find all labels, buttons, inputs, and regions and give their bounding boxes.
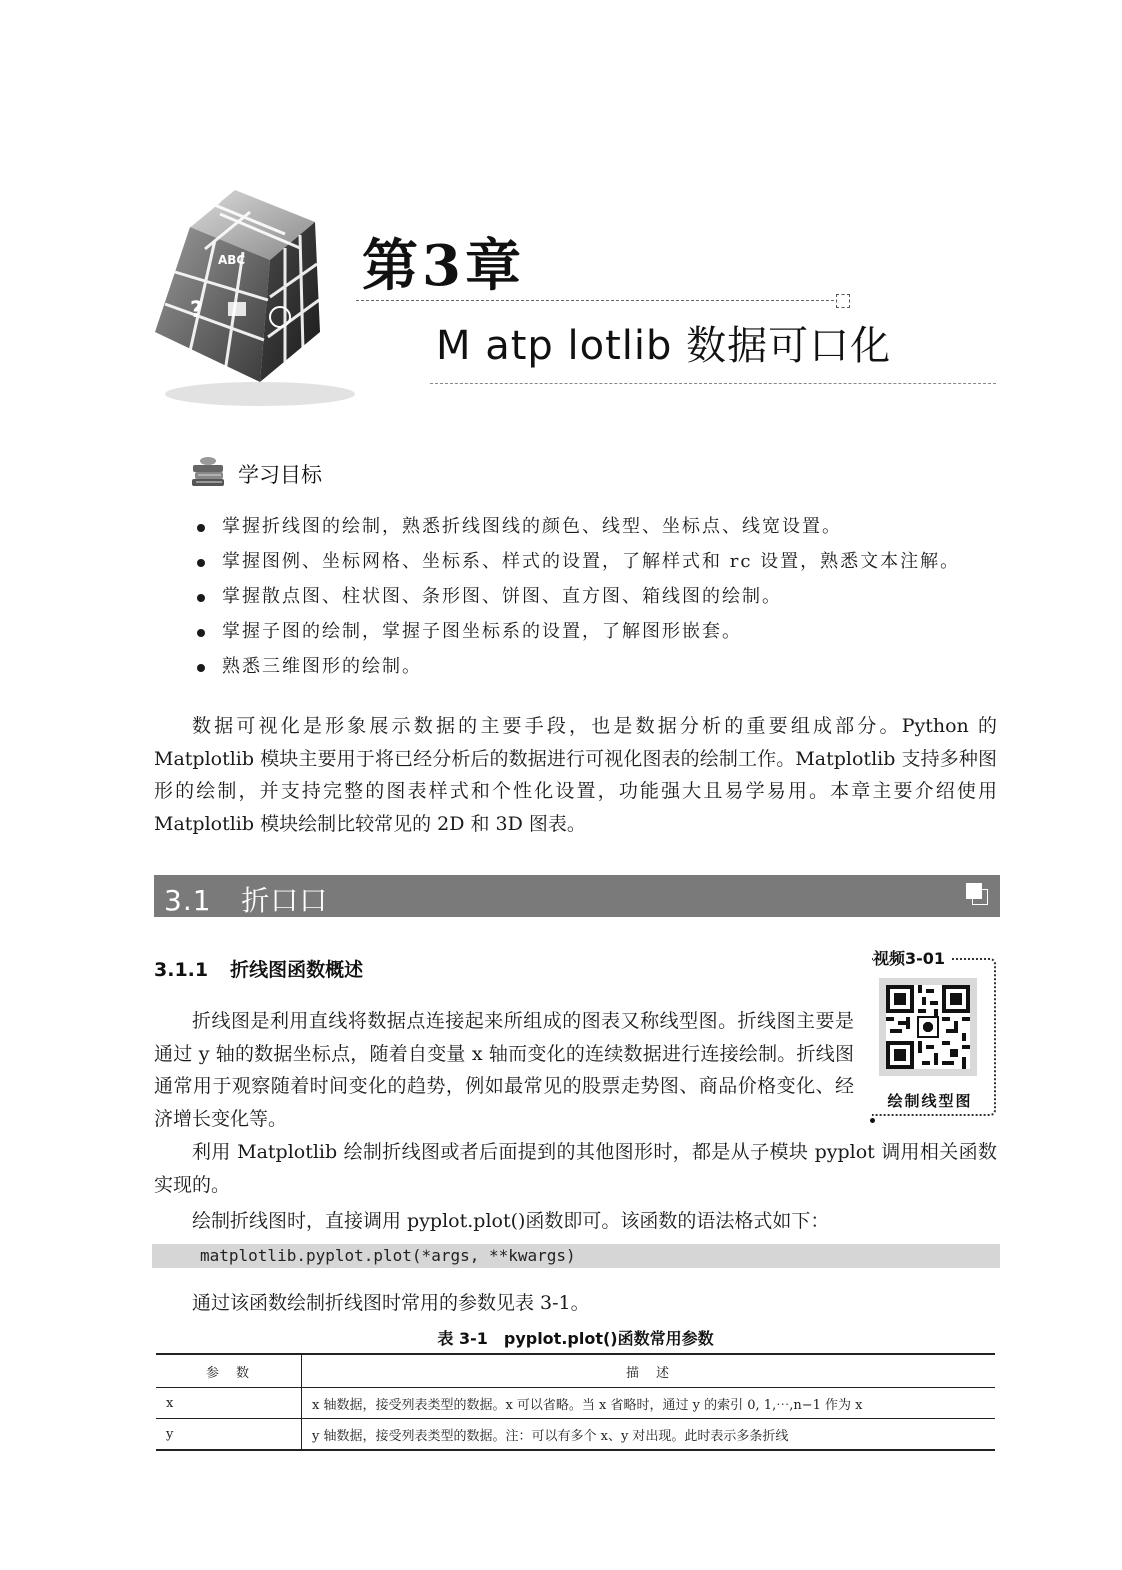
table-header-row: [156, 1354, 995, 1388]
objective-item: 掌握图例、坐标网格、坐标系、样式的设置，了解样式和 rc 设置，熟悉文本注解。: [194, 547, 1004, 582]
objective-item: 掌握散点图、柱状图、条形图、饼图、直方图、箱线图的绘制。: [194, 582, 1004, 617]
parameters-table: [156, 1353, 995, 1451]
section-number: 3.1: [164, 884, 212, 917]
intro-paragraph: 数据可视化是形象展示数据的主要手段，也是数据分析的重要组成部分。Python 的 Matplotlib 模块主要用于将已经分析后的数据进行可视化图表的绘制工作。Matplotlib 支持多种图形的绘制，并支持完整的图表样式和个性化设置，功能强大且易学易用。本章主要介绍使用 Matplotlib 模块绘制比较常见的 2D 和 3D 图表。: [154, 715, 997, 835]
svg-text:?: ?: [190, 298, 203, 323]
section-header-bar: [154, 875, 1000, 917]
chapter-divider-bottom: [430, 383, 996, 384]
qr-code-icon: [886, 985, 970, 1069]
paragraph-line-chart-definition: 折线图是利用直线将数据点连接起来所组成的图表又称线型图。折线图主要是通过 y 轴的数据坐标点，随着自变量 x 轴而变化的连续数据进行连接绘制。折线图通常用于观察随着时间变化的趋势，例如最常见的股票走势图、商品价格变化、经济增长变化等。: [154, 1010, 854, 1130]
table-caption-number: 表 3-1: [437, 1329, 488, 1348]
paragraph-table-reference: 通过该函数绘制折线图时常用的参数见表 3-1。: [192, 1292, 590, 1314]
objective-item: 熟悉三维图形的绘制。: [194, 652, 1004, 687]
video-frame-dot: [870, 1118, 875, 1123]
objective-item: 掌握折线图的绘制，熟悉折线图线的颜色、线型、坐标点、线宽设置。: [194, 512, 1004, 547]
subsection-title: 折线图函数概述: [230, 959, 364, 981]
table-caption-title: pyplot.plot()函数常用参数: [503, 1329, 714, 1348]
paragraph-pyplot-module: 利用 Matplotlib 绘制折线图或者后面提到的其他图形时，都是从子模块 pyplot 调用相关函数实现的。: [154, 1141, 997, 1196]
table-header-desc: 描 述: [302, 1354, 996, 1388]
table-row: [156, 1419, 995, 1451]
chapter-divider-top: [356, 300, 834, 301]
section-title: 折口口: [241, 884, 329, 917]
table-cell-param: x: [156, 1388, 302, 1419]
objectives-list: [194, 512, 1004, 687]
subsection-heading: [154, 955, 363, 982]
section-heading: [164, 879, 328, 919]
rubiks-cube-illustration: [140, 182, 370, 412]
books-icon: [188, 455, 228, 491]
video-qr-code[interactable]: [879, 978, 977, 1076]
video-caption: 绘制线型图: [887, 1092, 973, 1110]
table-cell-param: y: [156, 1419, 302, 1451]
chapter-number: 第3章: [362, 233, 525, 299]
objective-item: 掌握子图的绘制，掌握子图坐标系的设置，了解图形嵌套。: [194, 617, 1004, 652]
paragraph-plot-function: 绘制折线图时，直接调用 pyplot.plot()函数即可。该函数的语法格式如下：: [192, 1210, 830, 1232]
table-cell-desc: x 轴数据，接受列表类型的数据。x 可以省略。当 x 省略时，通过 y 的索引 0, 1,⋯,n−1 作为 x: [302, 1388, 996, 1419]
objectives-heading: 学习目标: [238, 463, 322, 487]
code-block: matplotlib.pyplot.plot(*args, **kwargs): [152, 1244, 1000, 1268]
corner-marker: [836, 294, 850, 308]
table-caption: [154, 1326, 997, 1349]
table-header-param: 参 数: [156, 1354, 302, 1388]
subsection-number: 3.1.1: [154, 959, 209, 981]
section-corner-icon: [966, 883, 988, 905]
video-label: 视频3-01: [873, 946, 951, 969]
table-row: [156, 1388, 995, 1419]
chapter-title: M atp lotlib 数据可口化: [436, 323, 892, 369]
svg-text:ABC: ABC: [218, 253, 246, 267]
table-cell-desc: y 轴数据，接受列表类型的数据。注：可以有多个 x、y 对出现。此时表示多条折线: [302, 1419, 996, 1451]
